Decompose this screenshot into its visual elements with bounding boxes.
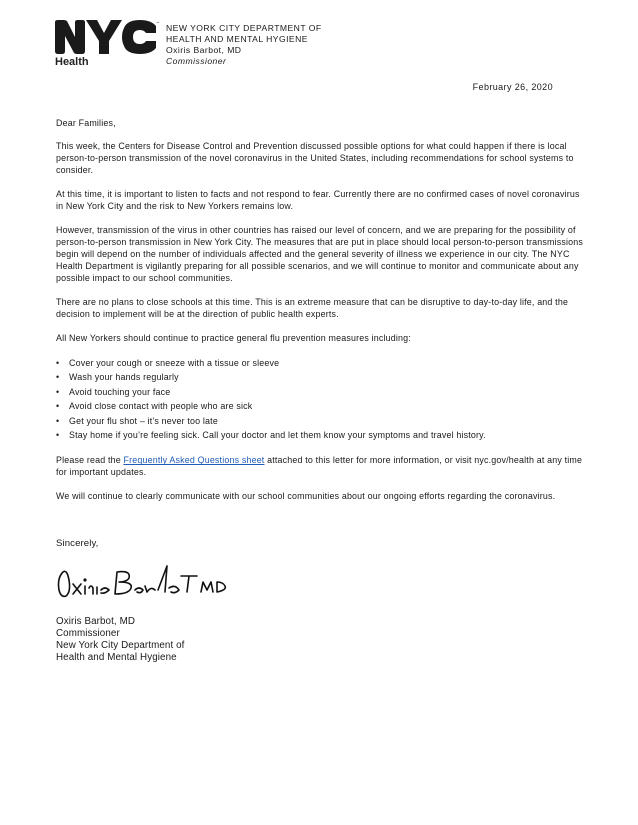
paragraph-faq [56,454,584,478]
signature-block [56,616,184,664]
bullet-icon: • [56,430,60,441]
list-item-text: Avoid close contact with people who are sick [69,401,253,412]
greeting: Dear Families, [56,118,116,128]
paragraph-prevention-intro: All New Yorkers should continue to practice general flu prevention measures including: [56,333,411,343]
nyc-logo-mark [55,20,159,54]
signature-image [55,560,230,605]
paragraph-schools: There are no plans to close schools at this time. This is an extreme measure that can be disruptive to day-to-day life, and the decision to implement will be at the direction of public health experts. [56,297,569,319]
bullet-icon: • [56,415,60,426]
bullet-icon: • [56,358,60,368]
svg-text:™: ™ [156,21,159,25]
list-item-text: Stay home if you’re feeling sick. Call your doctor and let them know your symptoms and travel history. [69,430,486,441]
list-item-text: Avoid touching your face [69,386,171,397]
list-item [56,414,584,428]
signer-name: Oxiris Barbot, MD [56,616,135,627]
handwritten-signature [55,560,230,605]
letterhead [166,23,322,67]
list-item [56,385,584,399]
logo-subtext: Health [55,56,89,68]
signer-org-line-1: New York City Department of [56,640,185,651]
paragraph-concern: However, transmission of the virus in other countries has raised our level of concern, and we are preparing for the possibility of person-to-person transmission in New York City. The measures that are put in place should local person-to-person transmissions begin will depend on the number of individuals affected and the general severity of illness we experience in our city. The NYC Health Department is vigilantly preparing for all possible scenarios, and we will continue to monitor and communicate about any possible impact to our school communities. [56,225,583,283]
signer-org-line-2: Health and Mental Hygiene [56,652,177,663]
list-item [56,428,584,442]
list-item [56,399,584,413]
bullet-icon: • [56,401,60,412]
letter-date: February 26, 2020 [472,82,553,92]
bullet-icon: • [56,372,60,383]
paragraph-facts: At this time, it is important to listen to facts and not respond to fear. Currently there are no confirmed cases of novel coronavirus in New York City and the risk to New Yorkers remains low. [56,189,580,211]
signer-title: Commissioner [56,628,120,639]
list-item-text: Cover your cough or sneeze with a tissue or sleeve [69,358,280,368]
paragraph-final: We will continue to clearly communicate with our school communities about our ongoing efforts regarding the coronavirus. [56,491,556,502]
commissioner-role: Commissioner [166,56,227,66]
closing: Sincerely, [56,538,99,549]
prevention-list [56,356,584,442]
commissioner-name: Oxiris Barbot, MD [166,45,242,55]
list-item [56,370,584,384]
faq-link[interactable]: Frequently Asked Questions sheet [123,455,265,466]
faq-text-after: attached to this letter for more information, or visit nyc.gov/health at any time for important updates. [56,455,583,478]
list-item-text: Get your flu shot – it’s never too late [69,415,218,426]
faq-text-before: Please read the [56,455,124,466]
department-line-2: HEALTH AND MENTAL HYGIENE [166,34,308,44]
list-item [56,356,584,370]
list-item-text: Wash your hands regularly [69,372,179,383]
paragraph-cdc: This week, the Centers for Disease Control and Prevention discussed possible options for what could happen if there is local person-to-person transmission of the novel coronavirus in the United States, including recommendations for school systems to consider. [56,141,574,175]
nyc-health-logo [55,20,159,70]
bullet-icon: • [56,386,60,397]
department-line-1: NEW YORK CITY DEPARTMENT OF [166,23,322,33]
letter-body [56,117,584,514]
